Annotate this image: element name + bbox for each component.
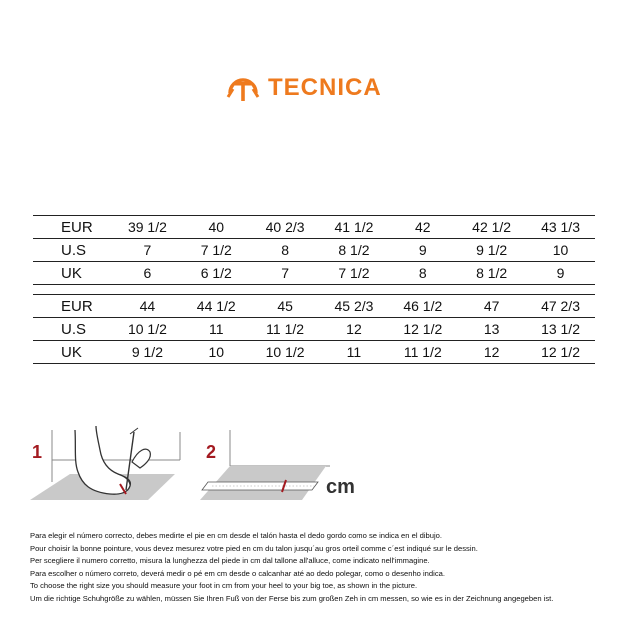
size-cell: 8 1/2 (457, 262, 526, 285)
table-1-row-uk (33, 262, 595, 285)
tecnica-logo (226, 68, 382, 108)
instruction-pt: Para escolher o número correto, deverá medir o pé em cm desde o calcanhar até ao dedo polegar, como o desenho indica. (30, 568, 445, 578)
size-cell: 9 1/2 (457, 239, 526, 262)
size-cell: 7 1/2 (182, 239, 251, 262)
size-cell: 8 1/2 (320, 239, 389, 262)
size-cell: 42 (388, 216, 457, 239)
size-cell: 12 (457, 341, 526, 364)
size-cell: 11 (182, 318, 251, 341)
table-2-row-eur (33, 295, 595, 318)
size-cell: 44 (113, 295, 182, 318)
size-cell: 46 1/2 (388, 295, 457, 318)
instruction-it: Per scegliere il numero corretto, misura la lunghezza del piede in cm dal tallone all'alluce, come indicato nell'immagine. (30, 556, 430, 566)
size-cell: 12 1/2 (526, 341, 595, 364)
row-label: U.S (33, 239, 113, 262)
foot-measure-illustration (30, 422, 370, 522)
size-cell: 10 1/2 (113, 318, 182, 341)
size-cell: 39 1/2 (113, 216, 182, 239)
size-cell: 45 (251, 295, 320, 318)
instructions-block (30, 530, 620, 606)
size-cell: 10 (182, 341, 251, 364)
size-table-2-body (33, 295, 595, 364)
size-cell: 9 (388, 239, 457, 262)
step-1-drawing (30, 426, 180, 500)
tecnica-emblem-icon (226, 71, 260, 105)
size-cell: 42 1/2 (457, 216, 526, 239)
unit-label: cm (326, 476, 355, 498)
size-cell: 8 (251, 239, 320, 262)
size-cell: 47 2/3 (526, 295, 595, 318)
size-cell: 45 2/3 (320, 295, 389, 318)
size-cell: 7 (251, 262, 320, 285)
size-cell: 40 2/3 (251, 216, 320, 239)
row-label: EUR (33, 295, 113, 318)
size-cell: 47 (457, 295, 526, 318)
size-cell: 11 1/2 (388, 341, 457, 364)
size-table-1-body (33, 216, 595, 285)
table-1-row-eur (33, 216, 595, 239)
size-cell: 41 1/2 (320, 216, 389, 239)
step-2-number: 2 (206, 442, 217, 462)
row-label: EUR (33, 216, 113, 239)
size-table-2 (33, 294, 595, 364)
size-cell: 12 1/2 (388, 318, 457, 341)
size-cell: 9 1/2 (113, 341, 182, 364)
table-1-row-us (33, 239, 595, 262)
instruction-en: To choose the right size you should measure your foot in cm from your heel to your big toe, as shown in the picture. (30, 581, 418, 591)
size-cell: 11 1/2 (251, 318, 320, 341)
size-cell: 9 (526, 262, 595, 285)
instruction-de: Um die richtige Schuhgröße zu wählen, müssen Sie Ihren Fuß von der Ferse bis zum großen Zeh in cm messen, so wie es in der Zeichnung angegeben ist. (30, 593, 554, 603)
size-cell: 13 1/2 (526, 318, 595, 341)
size-table-1 (33, 215, 595, 285)
size-cell: 7 (113, 239, 182, 262)
instruction-fr: Pour choisir la bonne pointure, vous devez mesurez votre pied en cm du talon jusqu´au gros orteil comme c´est indiqué sur le dessin. (30, 543, 478, 553)
size-cell: 6 (113, 262, 182, 285)
row-label: U.S (33, 318, 113, 341)
size-cell: 10 1/2 (251, 341, 320, 364)
size-cell: 12 (320, 318, 389, 341)
size-cell: 11 (320, 341, 389, 364)
size-cell: 7 1/2 (320, 262, 389, 285)
row-label: UK (33, 262, 113, 285)
size-cell: 6 1/2 (182, 262, 251, 285)
size-cell: 44 1/2 (182, 295, 251, 318)
table-2-row-us (33, 318, 595, 341)
size-cell: 10 (526, 239, 595, 262)
step-2-drawing (200, 430, 330, 500)
step-1-number: 1 (32, 442, 43, 462)
size-cell: 8 (388, 262, 457, 285)
table-2-row-uk (33, 341, 595, 364)
row-label: UK (33, 341, 113, 364)
size-cell: 43 1/3 (526, 216, 595, 239)
instruction-es: Para elegir el número correcto, debes medirte el pie en cm desde el talón hasta el dedo gordo como se indica en el dibujo. (30, 531, 442, 540)
size-cell: 40 (182, 216, 251, 239)
brand-name: TECNICA (268, 74, 382, 101)
size-cell: 13 (457, 318, 526, 341)
